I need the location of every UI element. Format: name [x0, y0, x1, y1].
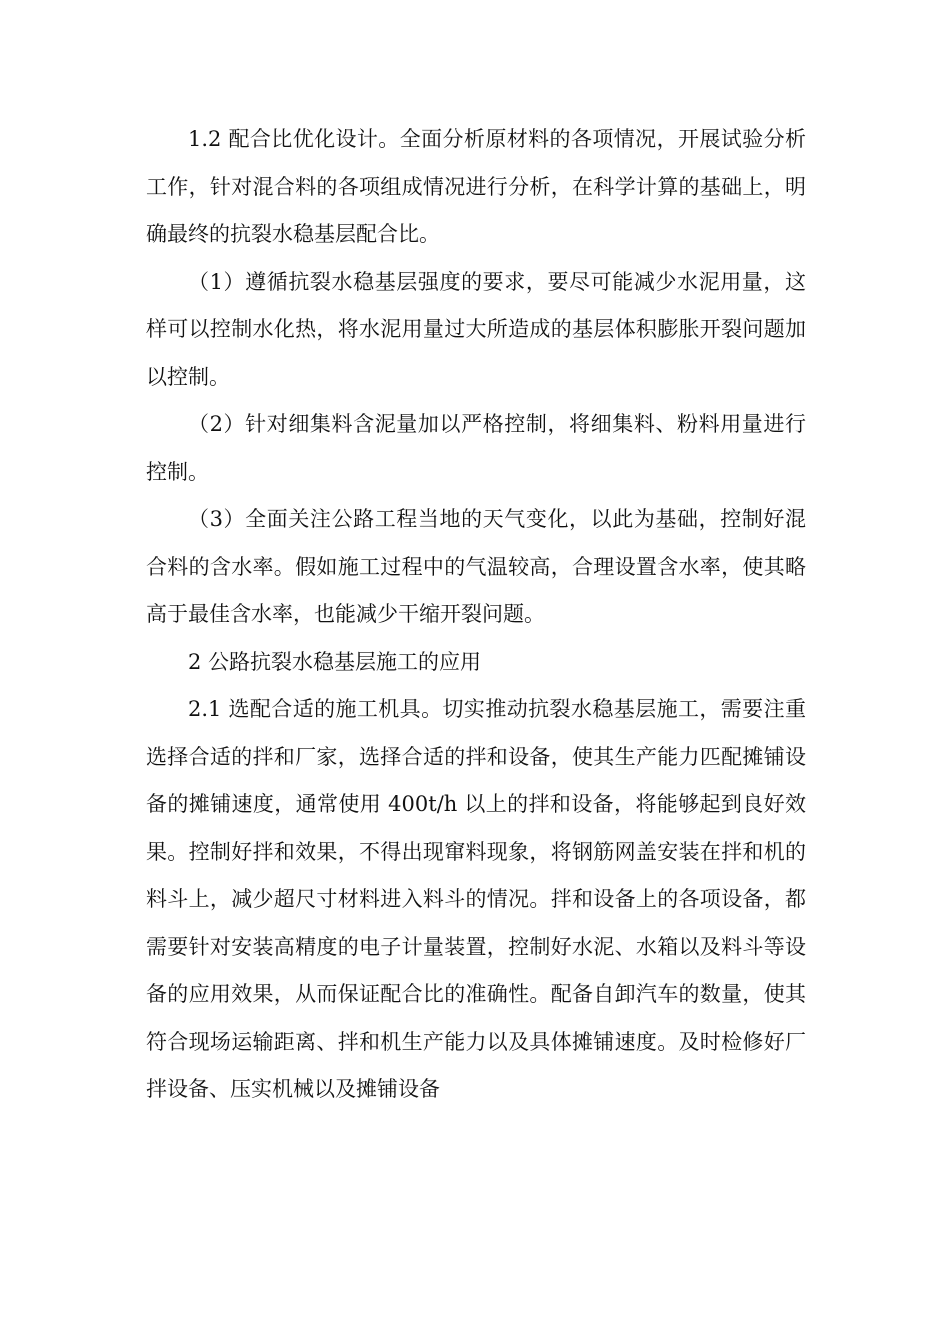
paragraph-mix-design: 1.2 配合比优化设计。全面分析原材料的各项情况，开展试验分析工作，针对混合料的各项组成情况进行分析，在科学计算的基础上，明确最终的抗裂水稳基层配合比。	[146, 127, 806, 246]
paragraph-item-1: （1）遵循抗裂水稳基层强度的要求，要尽可能减少水泥用量，这样可以控制水化热，将水泥用量过大所造成的基层体积膨胀开裂问题加以控制。	[146, 269, 806, 389]
paragraph-item-3: （3）全面关注公路工程当地的天气变化，以此为基础，控制好混合料的含水率。假如施工过程中的气温较高，合理设置含水率，使其略高于最佳含水率，也能减少干缩开裂问题。	[146, 507, 806, 626]
paragraph-item-2: （2）针对细集料含泥量加以严格控制，将细集料、粉料用量进行控制。	[146, 412, 806, 484]
section-heading-2: 2 公路抗裂水稳基层施工的应用	[188, 649, 482, 674]
paragraph-equipment: 2.1 选配合适的施工机具。切实推动抗裂水稳基层施工，需要注重选择合适的拌和厂家，选择合适的拌和设备，使其生产能力匹配摊铺设备的摊铺速度，通常使用 400t/h 以上的拌和设备，将能够起到良好效果。控制好拌和效果，不得出现窜料现象，将钢筋网盖安装在拌和机的料斗上，减少超尺寸材料进入料斗的情况。拌和设备上的各项设备，都需要针对安装高精度的电子计量装置，控制好水泥、水箱以及料斗等设备的应用效果，从而保证配合比的准确性。配备自卸汽车的数量，使其符合现场运输距离、拌和机生产能力以及具体摊铺速度。及时检修好厂拌设备、压实机械以及摊铺设备	[146, 697, 806, 1101]
document-body	[146, 116, 806, 1114]
